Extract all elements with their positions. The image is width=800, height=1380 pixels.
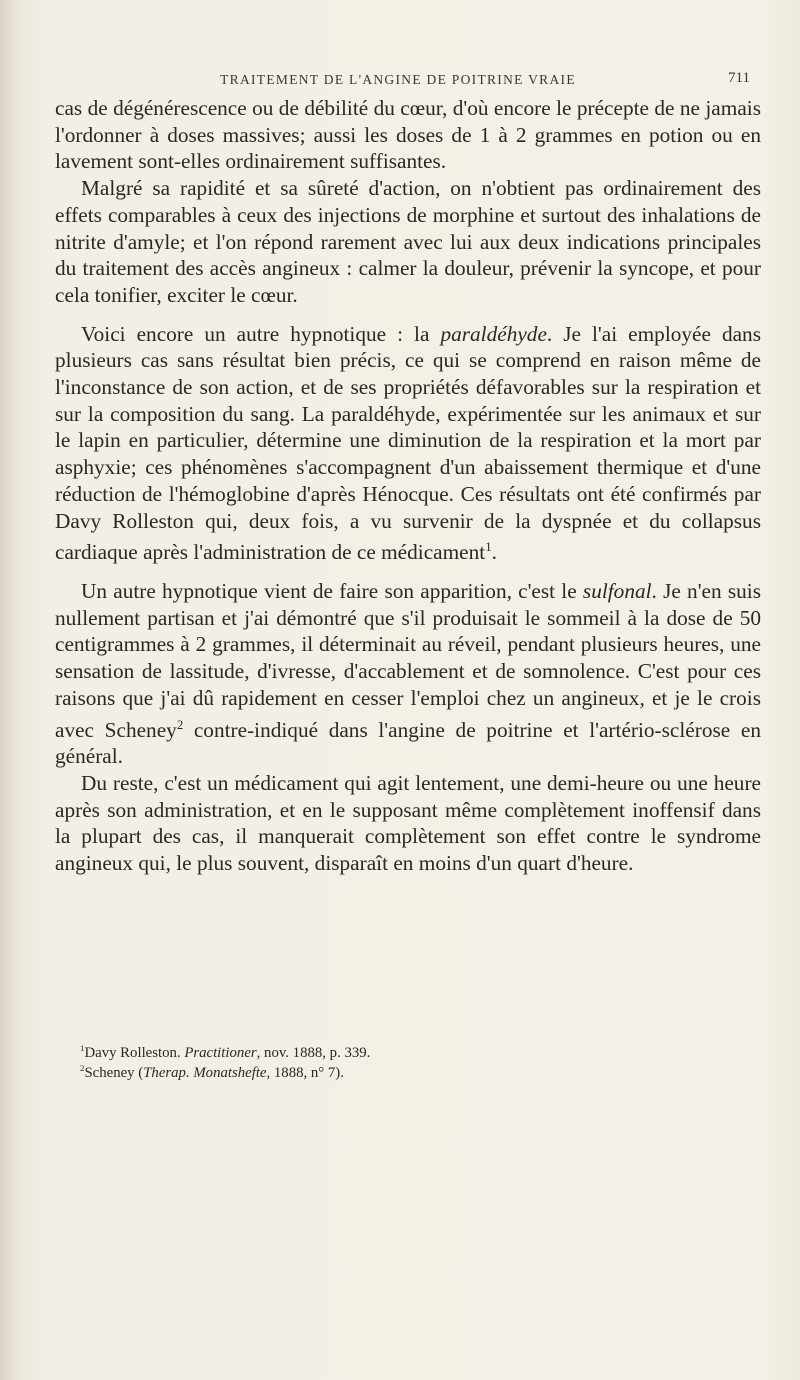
paragraph-3	[55, 321, 761, 566]
paragraph-1: cas de dégénérescence ou de débilité du cœur, d'où encore le précepte de ne jamais l'ordonner à doses massives; aussi les doses de 1 à 2 grammes en potion ou en lavement sont-elles ordinairement suffisantes.	[55, 96, 761, 174]
footnote-1-text-a: Davy Rolleston.	[84, 1045, 185, 1061]
sulfonal-term: sulfonal	[582, 579, 652, 604]
paragraph-5: Du reste, c'est un médicament qui agit lentement, une demi-heure ou une heure après son administration, et en le supposant même complètement inoffensif dans la plupart des cas, il manquerait complètement son effet contre le syndrome angineux qui, le plus souvent, disparaît en moins d'un quart d'heure.	[55, 771, 761, 876]
footnotes	[80, 1043, 760, 1083]
running-title: TRAITEMENT DE L'ANGINE DE POITRINE VRAIE	[220, 72, 576, 87]
footnote-1-text-b: , nov. 1888, p. 339.	[256, 1045, 371, 1061]
paragraph-4-text-a: Un autre hypnotique vient de faire son apparition, c'est le	[81, 579, 583, 604]
paragraph-4-text-b: . Je n'en suis nullement partisan et j'ai démontré que s'il produisait le sommeil à la dose de 50 centigrammes à 2 grammes, il déterminait au réveil, pendant plusieurs heures, une sensation de lassitude, d'ivresse, d'accablement et de somnolence. C'est pour ces raisons que j'ai dû rapidement en cesser l'emploi chez un angineux, et je le crois avec Scheney	[55, 579, 762, 742]
footnote-2-text-b: , 1888, n° 7).	[266, 1065, 344, 1081]
footnote-2	[80, 1063, 760, 1083]
footnote-1-mark: 1	[80, 1043, 85, 1054]
page-number: 711	[728, 70, 750, 86]
paragraph-2: Malgré sa rapidité et sa sûreté d'action, on n'obtient pas ordinairement des effets comparables à ceux des injections de morphine et surtout des inhalations de nitrite d'amyle; et l'on répond rarement avec lui aux deux indications principales du traitement des accès angineux : calmer la douleur, prévenir la syncope, et pour cela tonifier, exciter le cœur.	[55, 176, 761, 307]
footnote-2-text-a: Scheney (	[84, 1065, 144, 1081]
paragraph-3-text-a: Voici encore un autre hypnotique : la	[81, 321, 441, 346]
footnote-ref-2[interactable]: 2	[176, 717, 184, 732]
footnote-2-journal: Therap. Monatshefte	[143, 1065, 267, 1081]
paragraph-3-text-c: .	[491, 540, 497, 565]
body-text	[55, 95, 761, 877]
paragraph-4-text-c: contre-indiqué dans l'angine de poitrine et l'artério-sclérose en général.	[55, 717, 761, 769]
footnote-2-mark: 2	[80, 1063, 85, 1074]
footnote-1-journal: Practitioner	[184, 1045, 257, 1061]
footnote-ref-1[interactable]: 1	[485, 540, 492, 555]
footnote-1	[80, 1043, 760, 1063]
paragraph-3-text-b: . Je l'ai employée dans plusieurs cas sans résultat bien précis, ce qui se comprend en raison même de l'inconstance de son action, et de ses propriétés défavorables sur la respiration et sur la composition du sang. La paraldéhyde, expérimentée sur les animaux et sur le lapin en particulier, détermine une diminution de la respiration et la mort par asphyxie; ces phénomènes s'accompagnent d'un abaissement thermique et d'une réduction de l'hémoglobine d'après Hénocque. Ces résultats ont été confirmés par Davy Rolleston qui, deux fois, a vu survenir de la dyspnée et du collapsus cardiaque après l'administration de ce médicament	[55, 321, 761, 565]
paraldehyde-term: paraldéhyde	[440, 321, 547, 346]
paragraph-4	[55, 578, 761, 770]
